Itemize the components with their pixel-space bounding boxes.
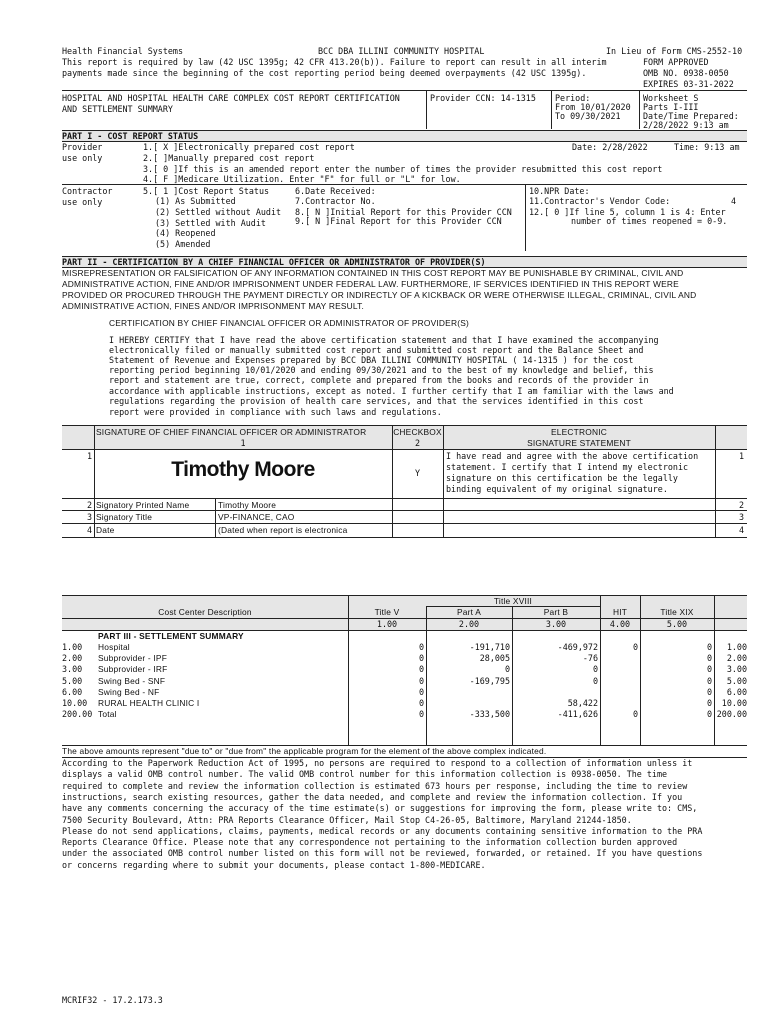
part-a-header: Part A [456,607,481,617]
part1-line-2: 2.[ ]Manually prepared cost report [143,153,315,163]
settlement-cell-rline: 1.00 [726,642,747,652]
row-number: 1 [738,451,744,461]
footer-version: MCRIF32 - 17.2.173.3 [62,995,163,1005]
settlement-cell-b: -76 [582,653,598,664]
vendor-code-value: 4 [731,196,737,206]
provider-use-label-1: Provider [62,142,103,152]
part2-title: PART II - CERTIFICATION BY A CHIEF FINANCIAL OFFICER OR ADMINISTRATOR OF PROVIDER(S) [62,257,747,267]
settlement-cell-xix: 0 [706,664,712,675]
checkbox-column-header: CHECKBOX [393,427,442,437]
row-number: 4 [86,525,92,535]
row-number: 2 [738,500,744,510]
header-left: Health Financial Systems [62,46,184,56]
paperwork-line: displays a valid OMB control number. The valid OMB control number for this information collection is 0938-0050. The time [62,769,668,780]
date-prepared-label: Date/Time Prepared: [643,111,739,121]
header-right: In Lieu of Form CMS-2552-10 [606,46,743,56]
settlement-cell-rline: 5.00 [726,675,747,686]
settlement-cell-line: 200.00 [62,709,93,720]
title-xix-header: Title XIX [660,607,694,617]
column-number: 5.00 [666,619,688,629]
settlement-cell-desc: Subprovider - IRF [98,664,168,675]
settlement-cell-rline: 10.00 [721,698,747,708]
signature-column-header: SIGNATURE OF CHIEF FINANCIAL OFFICER OR ADMINISTRATOR [96,427,367,437]
certification-line-2: electronically filed or manually submitted cost report and submitted cost report and the Balance Sheet and [109,345,644,355]
notice-line-1: This report is required by law (42 USC 1395g; 42 CFR 413.20(b)). Failure to report can result in all interim [62,57,607,67]
settlement-cell-v: 0 [418,698,424,708]
paperwork-line: have any comments concerning the accuracy of the time estimate(s) or suggestions for improving the form, please write to: CMS, [62,803,698,814]
certification-line-7: regulations regarding the provision of health care services, and that the services identified in this cost [109,396,644,406]
settlement-cell-desc: Swing Bed - SNF [98,675,166,686]
paperwork-line: instructions, search existing resources, gather the data needed, and complete and review the information collection. If you [62,791,683,802]
settlement-cell-a: -333,500 [469,709,510,720]
checkbox-column-number: 2 [414,438,421,448]
part1-title: PART I - COST REPORT STATUS [62,131,747,141]
settlement-cell-v: 0 [418,675,424,686]
paperwork-line: under the associated OMB control number listed on this form will not be reviewed, forwarded, or retained. If you have questions [62,848,703,859]
signatory-title-label: Signatory Title [96,512,153,522]
prepared-time: Time: 9:13 am [674,142,740,152]
report-title-1: HOSPITAL AND HOSPITAL HEALTH CARE COMPLEX COST REPORT CERTIFICATION [62,93,400,103]
statement-column-header: SIGNATURE STATEMENT [527,438,631,448]
settlement-cell-line: 10.00 [62,698,88,708]
final-report: 9.[ N ]Final Report for this Provider CCN [295,216,502,226]
contractor-use-label-1: Contractor [62,186,113,196]
paperwork-line: According to the Paperwork Reduction Act of 1995, no persons are required to respond to a collection of information unless it [62,758,693,768]
reopened-line-1: 12.[ 0 ]If line 5, column 1 is 4: Enter [529,207,726,217]
divider [551,91,552,129]
amounts-note: The above amounts represent "due to" or "due from" the applicable program for the element of the above complex indicated. [62,746,547,756]
status-option-1: (1) As Submitted [155,196,236,206]
parts-label: Parts I-III [643,102,699,112]
settlement-cell-v: 0 [418,642,424,652]
omb-number: OMB NO. 0938-0050 [643,68,729,78]
settlement-cell-rline: 200.00 [716,709,747,720]
certification-line-3: Statement of Revenue and Expenses prepared by BCC DBA ILLINI COMMUNITY HOSPITAL ( 14-1315 ) for the cost [109,355,634,365]
status-option-3: (3) Settled with Audit [155,218,266,228]
certification-line-1: I HEREBY CERTIFY that I have read the above certification statement and that I have examined the accompanying [109,335,659,345]
warning-line-1: MISREPRESENTATION OR FALSIFICATION OF ANY INFORMATION CONTAINED IN THIS COST REPORT MAY BE PUNISHABLE BY CRIMINAL, CIVIL AND [62,268,684,278]
settlement-cell-b: -469,972 [557,642,598,652]
report-title-2: AND SETTLEMENT SUMMARY [62,104,173,114]
title-v-header: Title V [374,607,400,617]
paperwork-line: Reports Clearance Office. Please note that any correspondence not pertaining to the information collection burden approved [62,837,678,848]
status-option-4: (4) Reopened [155,228,216,238]
provider-use-label-2: use only [62,153,103,163]
paperwork-line: required to complete and review the information collection is estimated 673 hours per response, including the time to review [62,780,688,791]
certification-line-4: reporting period beginning 10/01/2020 and ending 09/30/2021 and to the best of my knowledge and belief, this [109,365,654,375]
part-b-header: Part B [543,607,569,617]
certification-line-8: report were provided in compliance with such laws and regulations. [109,407,442,417]
paperwork-line: Please do not send applications, claims, payments, medical records or any documents containing sensitive information to the PRA [62,825,703,836]
settlement-cell-b: -411,626 [557,709,598,720]
contractor-use-label-2: use only [62,197,103,207]
settlement-cell-hit: 0 [632,709,638,720]
row-number: 2 [86,500,92,510]
divider [426,91,427,129]
certification-line-6: accordance with applicable instructions, except as noted. I further certify that I am familiar with the laws and [109,386,674,396]
statement-line-4: binding equivalent of my original signature. [446,484,668,494]
settlement-cell-b: 0 [592,675,598,686]
part1-line-3: 3.[ 0 ]If this is an amended report enter the number of times the provider resubmitted this cost report [143,164,663,174]
settlement-cell-desc: RURAL HEALTH CLINIC I [98,698,200,708]
settlement-cell-v: 0 [418,664,424,675]
cost-report-status: 5.[ 1 ]Cost Report Status [143,186,270,196]
worksheet-label: Worksheet S [643,93,699,103]
column-number: 2.00 [458,619,480,629]
certification-heading: CERTIFICATION BY CHIEF FINANCIAL OFFICER OR ADMINISTRATOR OF PROVIDER(S) [109,318,469,328]
settlement-cell-xix: 0 [706,653,712,664]
contractor-number: 7.Contractor No. [295,196,376,206]
warning-line-4: ADMINISTRATIVE ACTION, FINES AND/OR IMPRISONMENT MAY RESULT. [62,301,365,311]
notice-line-2: payments made since the beginning of the cost reporting period being deemed overpayments (42 USC 1395g). [62,68,587,78]
signature-checkbox-value: Y [414,468,421,478]
npr-date: 10.NPR Date: [529,186,590,196]
divider [639,91,640,129]
settlement-cell-rline: 6.00 [726,686,747,697]
settlement-cell-xix: 0 [706,686,712,697]
settlement-cell-line: 2.00 [62,653,83,664]
settlement-cell-xix: 0 [706,642,712,652]
statement-line-1: I have read and agree with the above certification [446,451,699,461]
column-number: 4.00 [609,619,631,629]
settlement-cell-a: -169,795 [469,675,510,686]
settlement-cell-line: 6.00 [62,686,83,697]
settlement-cell-desc: Subprovider - IPF [98,653,168,664]
date-label: Date [96,525,115,535]
settlement-cell-desc: Total [98,709,117,720]
period-to: To 09/30/2021 [555,111,621,121]
date-prepared: 2/28/2022 9:13 am [643,120,729,130]
hit-header: HIT [612,607,628,617]
signature-column-number: 1 [240,438,246,448]
settlement-cell-rline: 3.00 [726,664,747,675]
settlement-cell-a: -191,710 [469,642,510,652]
divider [62,184,747,185]
reopened-line-2: number of times reopened = 0-9. [571,216,728,226]
settlement-cell-a: 28,005 [479,653,510,664]
settlement-cell-line: 3.00 [62,664,83,675]
printed-name-value: Timothy Moore [218,500,277,510]
settlement-cell-desc: Hospital [98,642,130,652]
settlement-cell-line: 5.00 [62,675,83,686]
electronic-signature: Timothy Moore [171,458,315,481]
settlement-cell-xix: 0 [706,709,712,720]
divider [525,185,526,251]
form-approved: FORM APPROVED [643,57,709,67]
cost-center-header: Cost Center Description [158,607,252,617]
part1-line-4: 4.[ F ]Medicare Utilization. Enter "F" for full or "L" for low. [143,174,461,184]
period-label: Period: [555,93,591,103]
settlement-cell-rline: 2.00 [726,653,747,664]
statement-line-2: statement. I certify that I intend my electronic [446,462,689,472]
settlement-cell-xix: 0 [706,698,712,708]
title-xviii-header: Title XVIII [493,596,533,606]
date-value: (Dated when report is electronica [218,525,348,535]
expiration-date: EXPIRES 03-31-2022 [643,79,734,89]
initial-report: 8.[ N ]Initial Report for this Provider CCN [295,207,512,217]
settlement-cell-hit: 0 [632,642,638,652]
printed-name-label: Signatory Printed Name [96,500,190,510]
settlement-cell-line: 1.00 [62,642,83,652]
provider-ccn: Provider CCN: 14-1315 [430,93,536,103]
settlement-cell-v: 0 [418,653,424,664]
settlement-cell-b: 0 [592,664,598,675]
status-option-2: (2) Settled without Audit [155,207,282,217]
part1-line-1: 1.[ X ]Electronically prepared cost report [143,142,355,152]
signatory-title-value: VP-FINANCE, CAO [218,512,295,522]
settlement-cell-desc: Swing Bed - NF [98,686,160,697]
prepared-date: Date: 2/28/2022 [572,142,648,152]
paperwork-line: 7500 Security Boulevard, Attn: PRA Reports Clearance Officer, Mail Stop C4-26-05, Baltimore, Maryland 21244-1850. [62,814,632,825]
paperwork-line: or concerns regarding where to submit your documents, please contact 1-800-MEDICARE. [62,859,486,870]
row-number: 3 [738,512,744,522]
settlement-cell-v: 0 [418,686,424,697]
column-number: 3.00 [545,619,567,629]
status-option-5: (5) Amended [155,239,211,249]
vendor-code-label: 11.Contractor's Vendor Code: [529,196,671,206]
date-received: 6.Date Received: [295,186,376,196]
settlement-cell-xix: 0 [706,675,712,686]
row-number: 1 [86,451,92,461]
header-center: BCC DBA ILLINI COMMUNITY HOSPITAL [318,46,485,56]
divider [62,90,747,91]
settlement-cell-a: 0 [504,664,510,675]
electronic-column-header: ELECTRONIC [551,427,607,437]
settlement-cell-b: 58,422 [567,698,598,708]
period-from: From 10/01/2020 [555,102,631,112]
column-number: 1.00 [376,619,398,629]
row-number: 4 [738,525,744,535]
warning-line-3: PROVIDED OR PROCURED THROUGH THE PAYMENT DIRECTLY OR INDIRECTLY OF A KICKBACK OR WERE OTHERWISE ILLEGAL, CRIMINAL, CIVIL AND [62,290,697,300]
settlement-cell-v: 0 [418,709,424,720]
statement-line-3: signature on this certification be the legally [446,473,678,483]
certification-line-5: report and statement are true, correct, complete and prepared from the books and records of the provider in [109,375,649,385]
warning-line-2: ADMINISTRATIVE ACTION, FINE AND/OR IMPRISONMENT UNDER FEDERAL LAW. FURTHERMORE, IF SERVICES IDENTIFIED IN THIS REPORT WERE [62,279,679,289]
settlement-section-title: PART III - SETTLEMENT SUMMARY [98,631,244,641]
row-number: 3 [86,512,92,522]
